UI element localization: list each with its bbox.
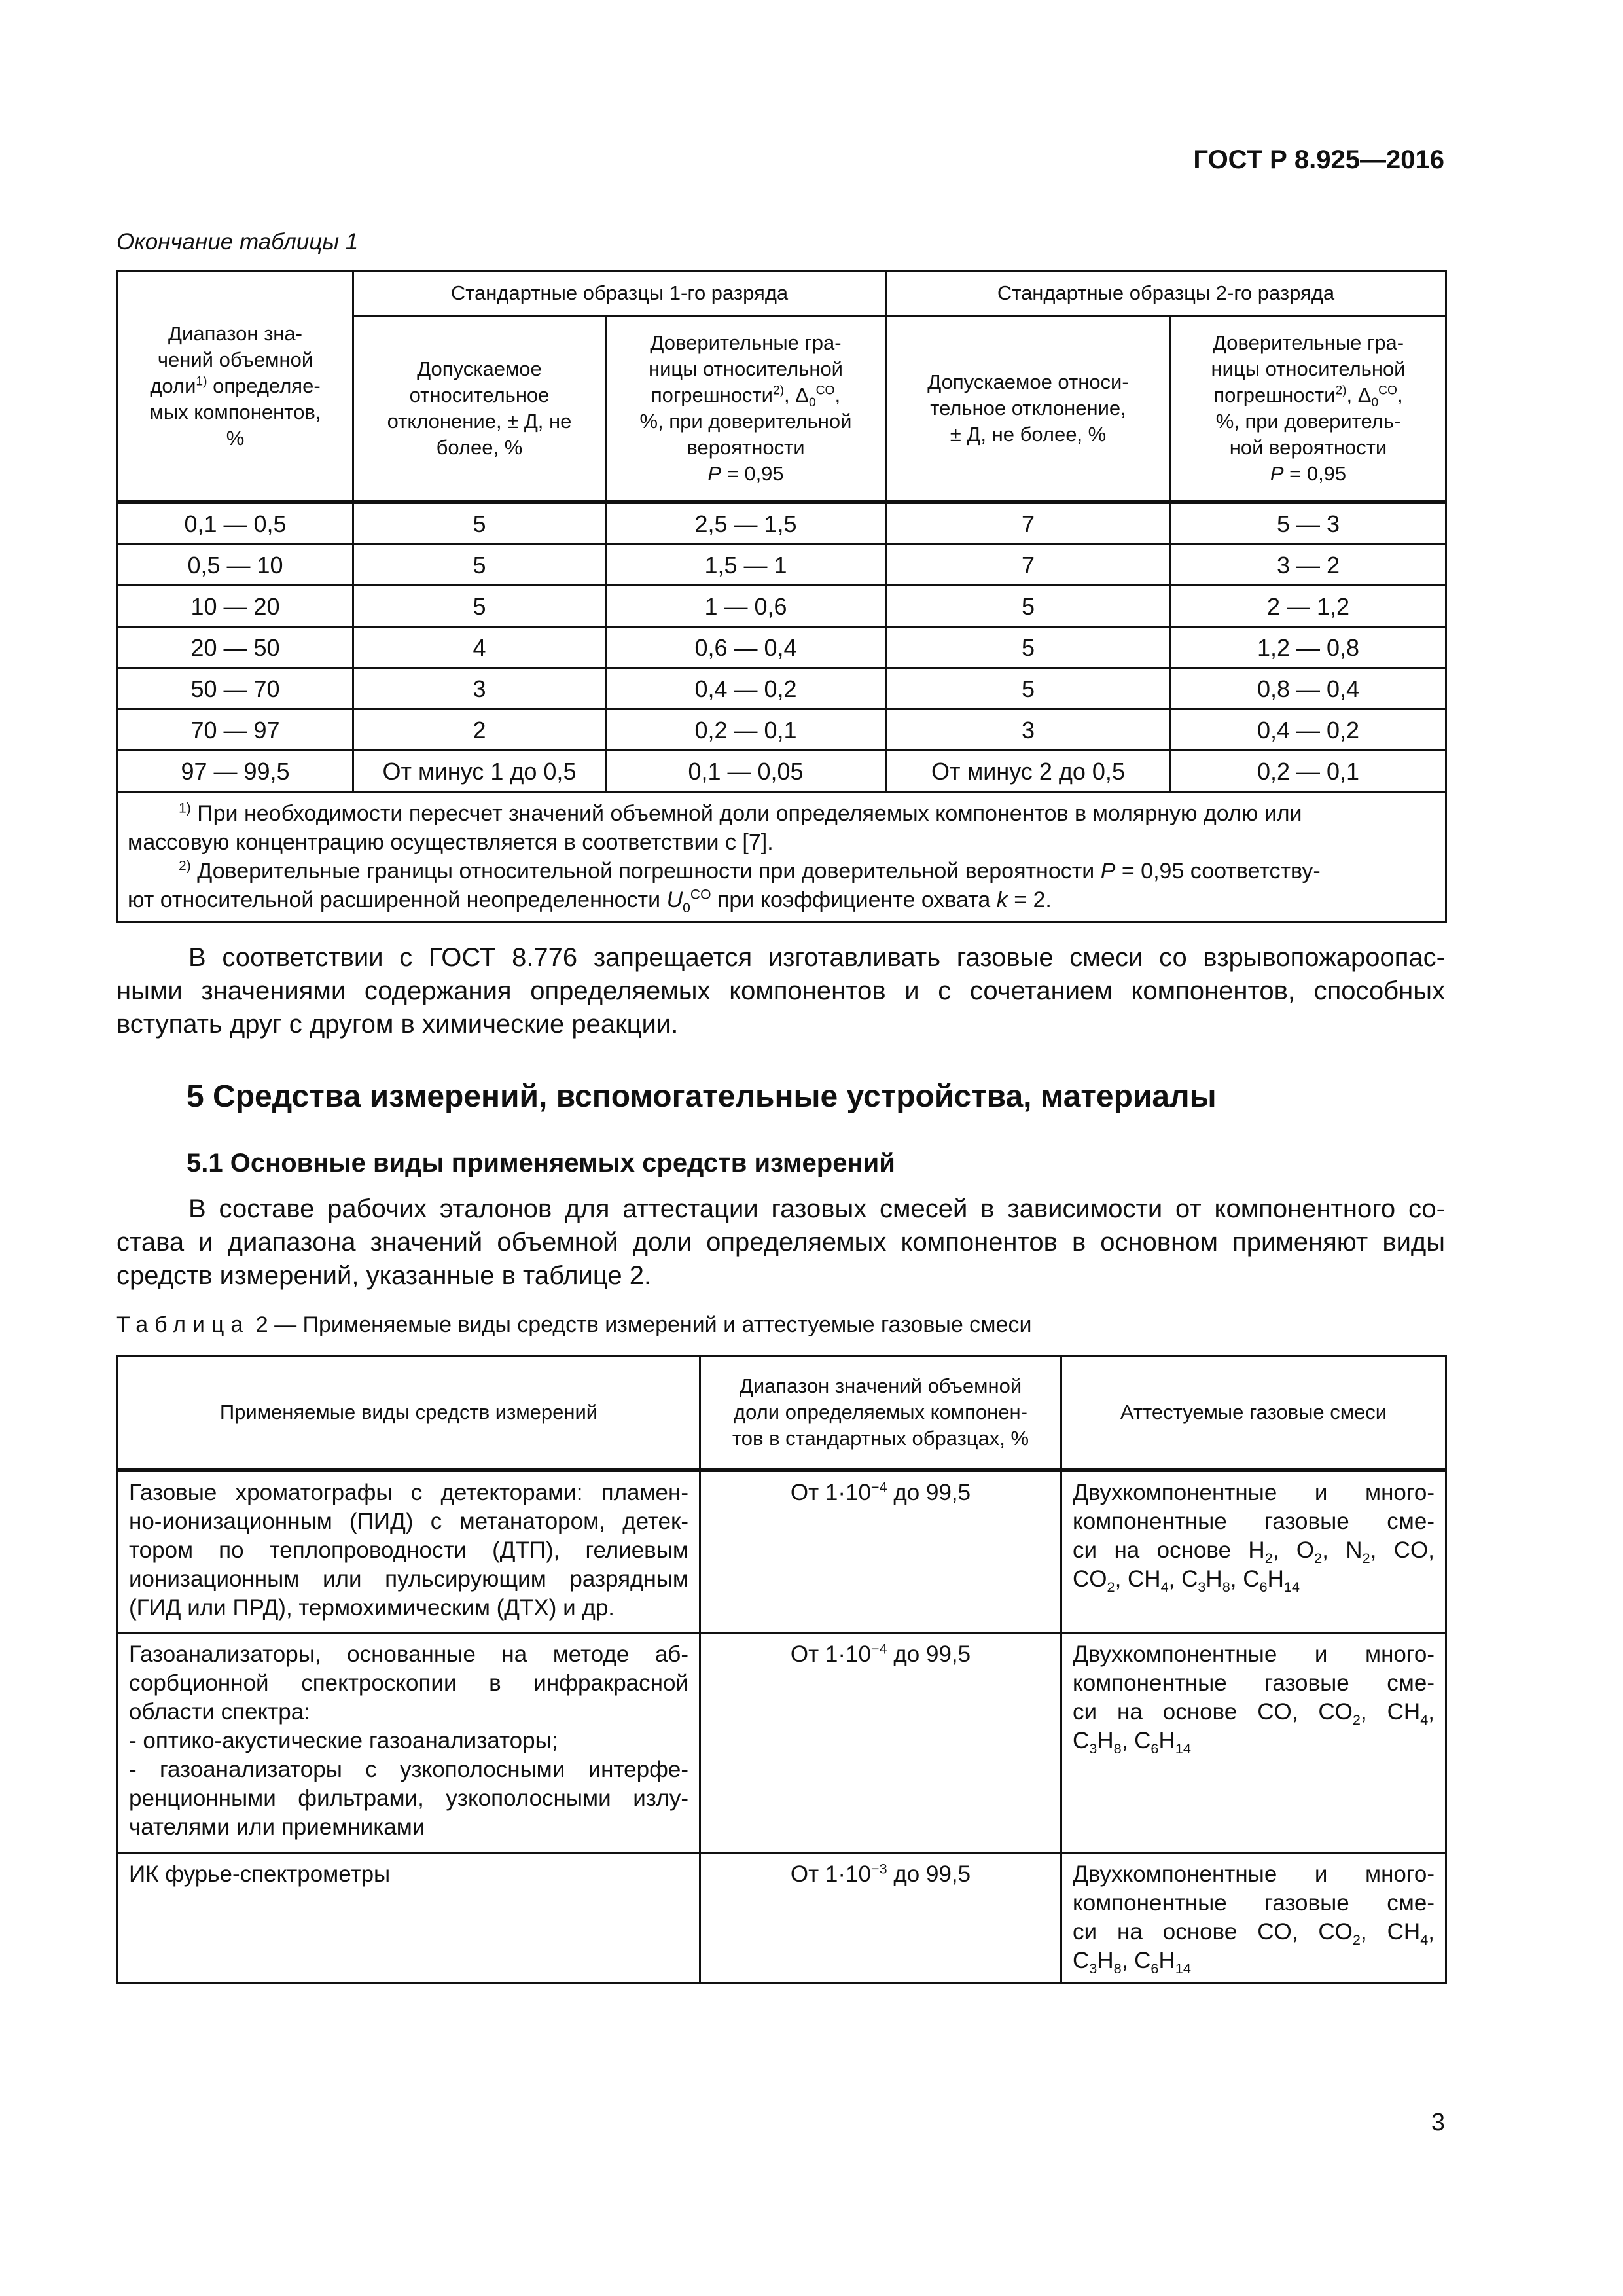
table-cell: 97 — 99,5	[118, 751, 353, 792]
table-cell: 20 — 50	[118, 627, 353, 668]
table-cell: 5	[886, 627, 1171, 668]
table-2-cell: ИК фурье-спектрометры	[118, 1852, 700, 1982]
page-number: 3	[1431, 2109, 1445, 2136]
table-cell: 4	[353, 627, 606, 668]
col-allowed-deviation-1: Допускаемое относительное отклонение, ± Д, не более, %	[353, 316, 606, 503]
table-cell: 3	[886, 709, 1171, 751]
table-cell: 0,2 — 0,1	[1171, 751, 1446, 792]
table-cell: 5 — 3	[1171, 502, 1446, 545]
table-cell: 0,2 — 0,1	[606, 709, 886, 751]
table-cell: 5	[886, 668, 1171, 709]
table-cell: 0,5 — 10	[118, 545, 353, 586]
col-allowed-deviation-2: Допускаемое относи- тельное отклонение, ± Д, не более, %	[886, 316, 1171, 503]
table-row	[118, 586, 1446, 627]
table-2-cell: Двухкомпонентные и много- компонентные газовые сме- си на основе CO, $CO_2$, $CH_4$, $C_3H_8$, $C_6H_{14}$	[1061, 1632, 1446, 1852]
table-cell: 7	[886, 545, 1171, 586]
table-cell: 1,5 — 1	[606, 545, 886, 586]
table-2-cell: Газовые хроматографы с детекторами: пламен- но-ионизационным (ПИД) с метанатором, детек- тором по теплопроводности (ДТП), гелиевым ионизационным или пульсирующим разрядным (ГИД или ПРД), термохимическим (ДТХ) и др.	[118, 1470, 700, 1632]
table-2-cell: Двухкомпонентные и много- компонентные газовые сме- си на основе $H_2$, $O_2$, $N_2$, CO, $CO_2$, $CH_4$, $C_3H_8$, $C_6H_{14}$	[1061, 1470, 1446, 1632]
table-cell: 0,4 — 0,2	[606, 668, 886, 709]
table-cell: 5	[886, 586, 1171, 627]
col-instruments-header: Применяемые виды средств измерений	[118, 1356, 700, 1471]
table-2-cell: Двухкомпонентные и много- компонентные газовые сме- си на основе CO, $CO_2$, $CH_4$, $C_3H_8$, $C_6H_{14}$	[1061, 1852, 1446, 1982]
section-5-heading: 5 Средства измерений, вспомогательные устройства, материалы	[187, 1079, 1217, 1114]
table-row	[118, 709, 1446, 751]
table-cell: 1 — 0,6	[606, 586, 886, 627]
col-mixtures-header: Аттестуемые газовые смеси	[1061, 1356, 1446, 1471]
table-2-cell: Газоанализаторы, основанные на методе аб- сорбционной спектроскопии в инфракрасной области спектра: - оптико-акустические газоанализаторы; - газоанализаторы с узкополосными интерфе- ренционными фильтрами, узкополосными излу- чателями или приемниками	[118, 1632, 700, 1852]
table-cell: 5	[353, 545, 606, 586]
group-header-2: Стандартные образцы 2-го разряда	[886, 271, 1446, 316]
table-cell: 0,6 — 0,4	[606, 627, 886, 668]
subsection-5-1-heading: 5.1 Основные виды применяемых средств измерений	[187, 1149, 895, 1177]
table-2	[116, 1355, 1447, 1984]
table-cell: 1,2 — 0,8	[1171, 627, 1446, 668]
table-row	[118, 751, 1446, 792]
table-2-cell: От $1\cdot 10^{-4}$ до 99,5	[700, 1632, 1061, 1852]
table-cell: 3 — 2	[1171, 545, 1446, 586]
col-range-header: Диапазон зна- чений объемной доли$^{1)}$ определяе- мых компонентов, %	[118, 271, 353, 503]
table-cell: 0,4 — 0,2	[1171, 709, 1446, 751]
table-cell: 2,5 — 1,5	[606, 502, 886, 545]
table-cell: 2 — 1,2	[1171, 586, 1446, 627]
table-2-cell: От $1\cdot 10^{-4}$ до 99,5	[700, 1470, 1061, 1632]
paragraph-5-1: В составе рабочих эталонов для аттестации газовых смесей в зависимости от компонентного со- става и диапазона значений объемной доли определяемых компонентов в основном применяют виды средств измерений, указанные в таблице 2.	[116, 1194, 1445, 1290]
table-1-footnotes: $^{1)}$ При необходимости пересчет значений объемной доли определяемых компонентов в молярную долю или массовую концентрацию осуществляется в соответствии с [7]. $^{2)}$ Доверительные границы относительной погрешности при доверительной вероятности P = 0,95 соответству- ют относительной расширенной неопределенности $U_0^{CO}$ при коэффициенте охвата k = 2.	[118, 792, 1446, 922]
table-2-cell: От $1\cdot 10^{-3}$ до 99,5	[700, 1852, 1061, 1982]
table-row	[118, 627, 1446, 668]
table-1	[116, 270, 1447, 923]
table-cell: 0,1 — 0,5	[118, 502, 353, 545]
table-continuation-label: Окончание таблицы 1	[116, 229, 359, 255]
col-confidence-bounds-1: Доверительные гра- ницы относительной погрешности$^{2)}$, $\Delta_0^{CO}$, %, при доверительной вероятности P = 0,95	[606, 316, 886, 503]
col-confidence-bounds-2: Доверительные гра- ницы относительной погрешности$^{2)}$, $\Delta_0^{CO}$, %, при доверитель- ной вероятности P = 0,95	[1171, 316, 1446, 503]
table-2-caption: Таблица 2 — Применяемые виды средств измерений и аттестуемые газовые смеси	[116, 1312, 1032, 1337]
document-code: ГОСТ Р 8.925—2016	[1193, 145, 1444, 174]
table-cell: 0,1 — 0,05	[606, 751, 886, 792]
table-cell: От минус 1 до 0,5	[353, 751, 606, 792]
table-cell: 50 — 70	[118, 668, 353, 709]
table-cell: От минус 2 до 0,5	[886, 751, 1171, 792]
footnote-1: $^{1)}$ При необходимости пересчет значений объемной доли определяемых компонентов в молярную долю или	[179, 800, 1302, 826]
table-row	[118, 502, 1446, 545]
table-cell: 2	[353, 709, 606, 751]
table-cell: 70 — 97	[118, 709, 353, 751]
table-cell: 7	[886, 502, 1171, 545]
table-cell: 3	[353, 668, 606, 709]
table-cell: 0,8 — 0,4	[1171, 668, 1446, 709]
table-cell: 5	[353, 586, 606, 627]
paragraph-restrictions: В соответствии с ГОСТ 8.776 запрещается изготавливать газовые смеси со взрывопожароопас- ными значениями содержания определяемых компонентов и с сочетанием компонентов, способных вступать друг с другом в химические реакции.	[116, 943, 1445, 1039]
group-header-1: Стандартные образцы 1-го разряда	[353, 271, 886, 316]
table-cell: 5	[353, 502, 606, 545]
col-range-header: Диапазон значений объемной доли определяемых компонен- тов в стандартных образцах, %	[700, 1356, 1061, 1471]
footnote-2: $^{2)}$ Доверительные границы относительной погрешности при доверительной вероятности P = 0,95 соответству-	[179, 858, 1321, 884]
table-row	[118, 668, 1446, 709]
table-cell: 10 — 20	[118, 586, 353, 627]
table-row	[118, 545, 1446, 586]
